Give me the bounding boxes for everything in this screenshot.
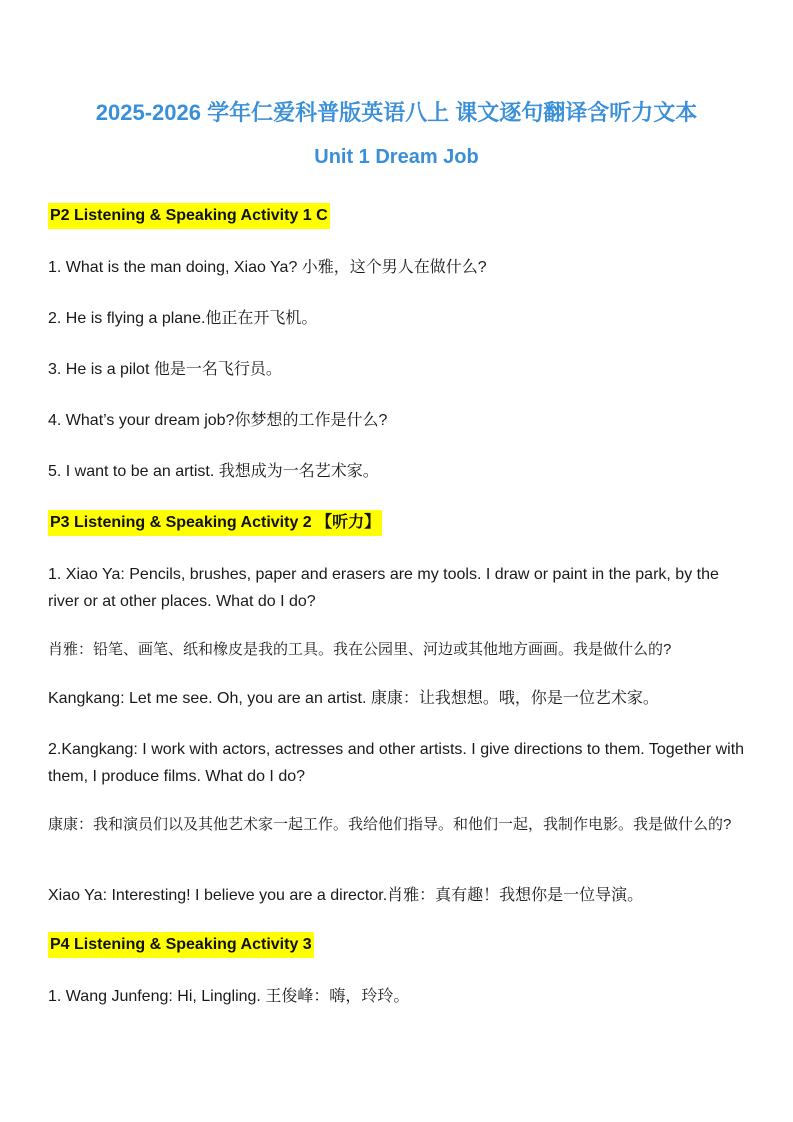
- section-heading-p2: P2 Listening & Speaking Activity 1 C: [48, 203, 330, 229]
- sentence-line: 3. He is a pilot 他是一名飞行员。: [48, 361, 282, 378]
- document-title: 2025-2026 学年仁爱科普版英语八上 课文逐句翻译含听力文本: [95, 100, 698, 125]
- sentence-line: 1. What is the man doing, Xiao Ya? 小雅，这个男人在做什么?: [48, 259, 487, 276]
- translation-line: 康康：我和演员们以及其他艺术家一起工作。我给他们指导。和他们一起，我制作电影。我是做什么的?: [48, 816, 732, 833]
- sentence-line: 2. He is flying a plane.他正在开飞机。: [48, 310, 318, 327]
- unit-title: Unit 1 Dream Job: [314, 146, 479, 168]
- section-heading-p4: P4 Listening & Speaking Activity 3: [48, 932, 314, 958]
- sentence-line: 2.Kangkang: I work with actors, actresses and other artists. I give directions to them. Together with them, I produce films. What do I do?: [48, 741, 745, 785]
- sentence-line: Kangkang: Let me see. Oh, you are an artist. 康康：让我想想。哦，你是一位艺术家。: [48, 690, 659, 707]
- section-heading-p3: P3 Listening & Speaking Activity 2 【听力】: [48, 510, 382, 536]
- sentence-line: 5. I want to be an artist. 我想成为一名艺术家。: [48, 463, 379, 480]
- sentence-line: 1. Xiao Ya: Pencils, brushes, paper and erasers are my tools. I draw or paint in the park, by the river or at other places. What do I do?: [48, 566, 719, 610]
- sentence-line: Xiao Ya: Interesting! I believe you are a director.肖雅：真有趣！我想你是一位导演。: [48, 887, 644, 904]
- translation-line: 肖雅：铅笔、画笔、纸和橡皮是我的工具。我在公园里、河边或其他地方画画。我是做什么的?: [48, 641, 672, 658]
- sentence-line: 4. What’s your dream job?你梦想的工作是什么?: [48, 412, 388, 429]
- sentence-line: 1. Wang Junfeng: Hi, Lingling. 王俊峰：嗨，玲玲。: [48, 988, 410, 1005]
